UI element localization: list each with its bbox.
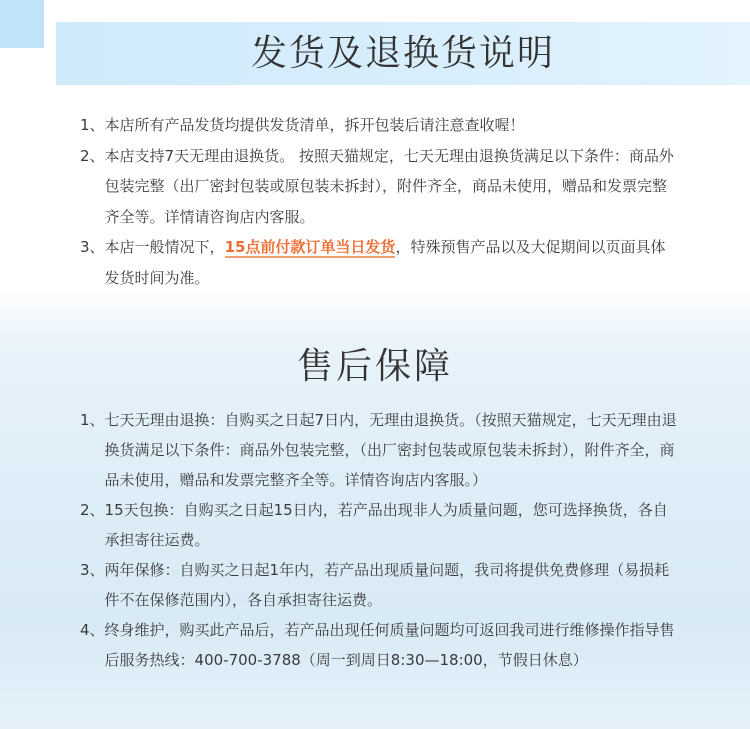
after-sales-item: [80, 555, 680, 615]
after-sales-item: [80, 405, 680, 495]
item-number: 3、: [80, 561, 105, 579]
item-text: 七天无理由退换：自购买之日起7日内，无理由退换货。（按照天猫规定，七天无理由退换货满足以下条件：商品外包装完整，（出厂密封包装或原包装未拆封），附件齐全，商品未使用，赠品和发票完整齐全等。详情咨询店内客服。）: [104, 411, 677, 489]
corner-decoration: [0, 0, 44, 48]
shipping-item: [80, 110, 680, 141]
item-number: 1、: [80, 411, 105, 429]
item-number: 2、: [80, 146, 105, 165]
after-sales-item: [80, 615, 680, 675]
item-text: 两年保修：自购买之日起1年内，若产品出现质量问题，我司将提供免费修理（易损耗件不在保修范围内），各自承担寄往运费。: [104, 561, 670, 609]
shipping-item: [80, 141, 680, 233]
shipping-list: [80, 110, 680, 293]
item-text: 本店支持7天无理由退换货。 按照天猫规定，七天无理由退换货满足以下条件：商品外包装完整（出厂密封包装或原包装未拆封），附件齐全，商品未使用，赠品和发票完整齐全等。详情请咨询店内客服。: [104, 146, 674, 226]
item-text-container: [105, 232, 680, 293]
item-text: 15天包换：自购买之日起15日内，若产品出现非人为质量问题，您可选择换货，各自承担寄往运费。: [104, 501, 668, 549]
after-sales-title: 售后保障: [296, 346, 453, 387]
item-text: 终身维护，购买此产品后，若产品出现任何质量问题均可返回我司进行维修操作指导售后服务热线：400-700-3788（周一到周日8:30—18:00，节假日休息）: [104, 621, 675, 669]
item-number: 4、: [80, 621, 105, 639]
item-number: 1、: [80, 116, 105, 134]
same-day-shipping-highlight: 15点前付款订单当日发货: [224, 238, 396, 256]
item-text: 本店一般情况下，: [104, 238, 225, 256]
item-number: 2、: [80, 501, 105, 519]
after-sales-item: [80, 495, 680, 555]
shipping-item: [80, 232, 680, 293]
item-text: 本店所有产品发货均提供发货清单，拆开包装后请注意查收喔！: [104, 116, 525, 134]
after-sales-list: [80, 405, 680, 675]
shipping-title: 发货及退换货说明: [250, 33, 555, 74]
item-number: 3、: [80, 238, 105, 256]
item-text: ，特殊预售产品以及大促期间以页面具体发货时间为准。: [104, 238, 666, 287]
